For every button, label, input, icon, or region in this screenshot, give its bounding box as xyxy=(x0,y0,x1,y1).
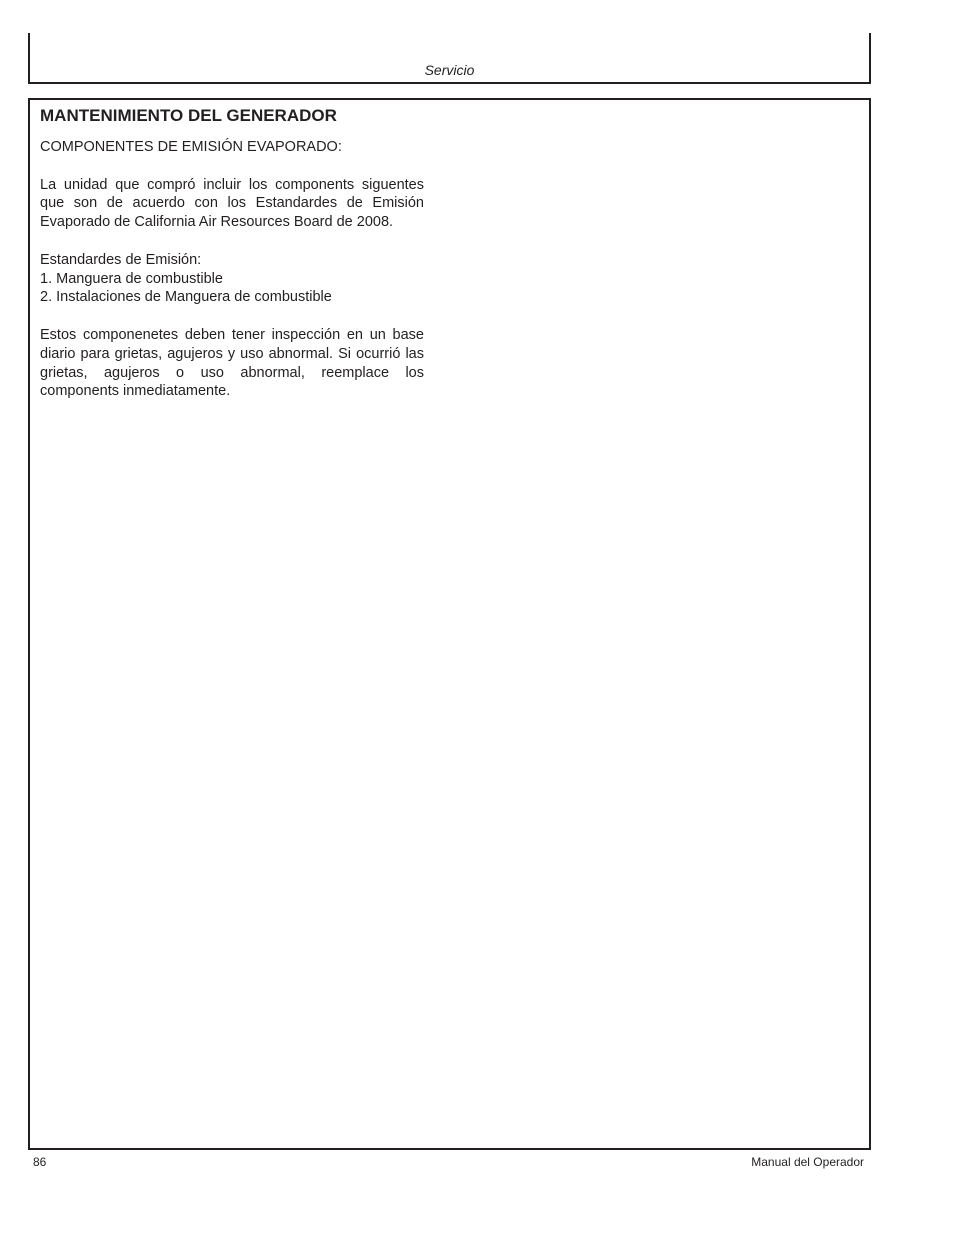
page-header xyxy=(28,33,871,84)
section-title: MANTENIMIENTO DEL GENERADOR xyxy=(40,106,337,125)
section-subtitle: COMPONENTES DE EMISIÓN EVAPORADO: xyxy=(40,139,342,155)
list-item: 1. Manguera de combustible xyxy=(40,270,223,287)
text-column xyxy=(40,138,424,420)
intro-paragraph: La unidad que compró incluir los components siguentes que son de acuerdo con los Estandardes de Emisión Evaporado de California Air Resources Board de 2008. xyxy=(40,176,424,231)
emission-list xyxy=(40,251,424,307)
manual-name: Manual del Operador xyxy=(751,1155,864,1169)
page-number: 86 xyxy=(33,1155,47,1169)
list-heading: Estandardes de Emisión: xyxy=(40,251,202,268)
header-title: Servicio xyxy=(424,62,475,78)
content-box xyxy=(28,98,871,1150)
list-item: 2. Instalaciones de Manguera de combustible xyxy=(40,289,332,306)
inspection-paragraph: Estos componenetes deben tener inspección en un base diario para grietas, agujeros y uso abnormal. Si ocurrió las grietas, agujeros o uso abnormal, reemplace los components inmediatamente. xyxy=(40,326,424,400)
